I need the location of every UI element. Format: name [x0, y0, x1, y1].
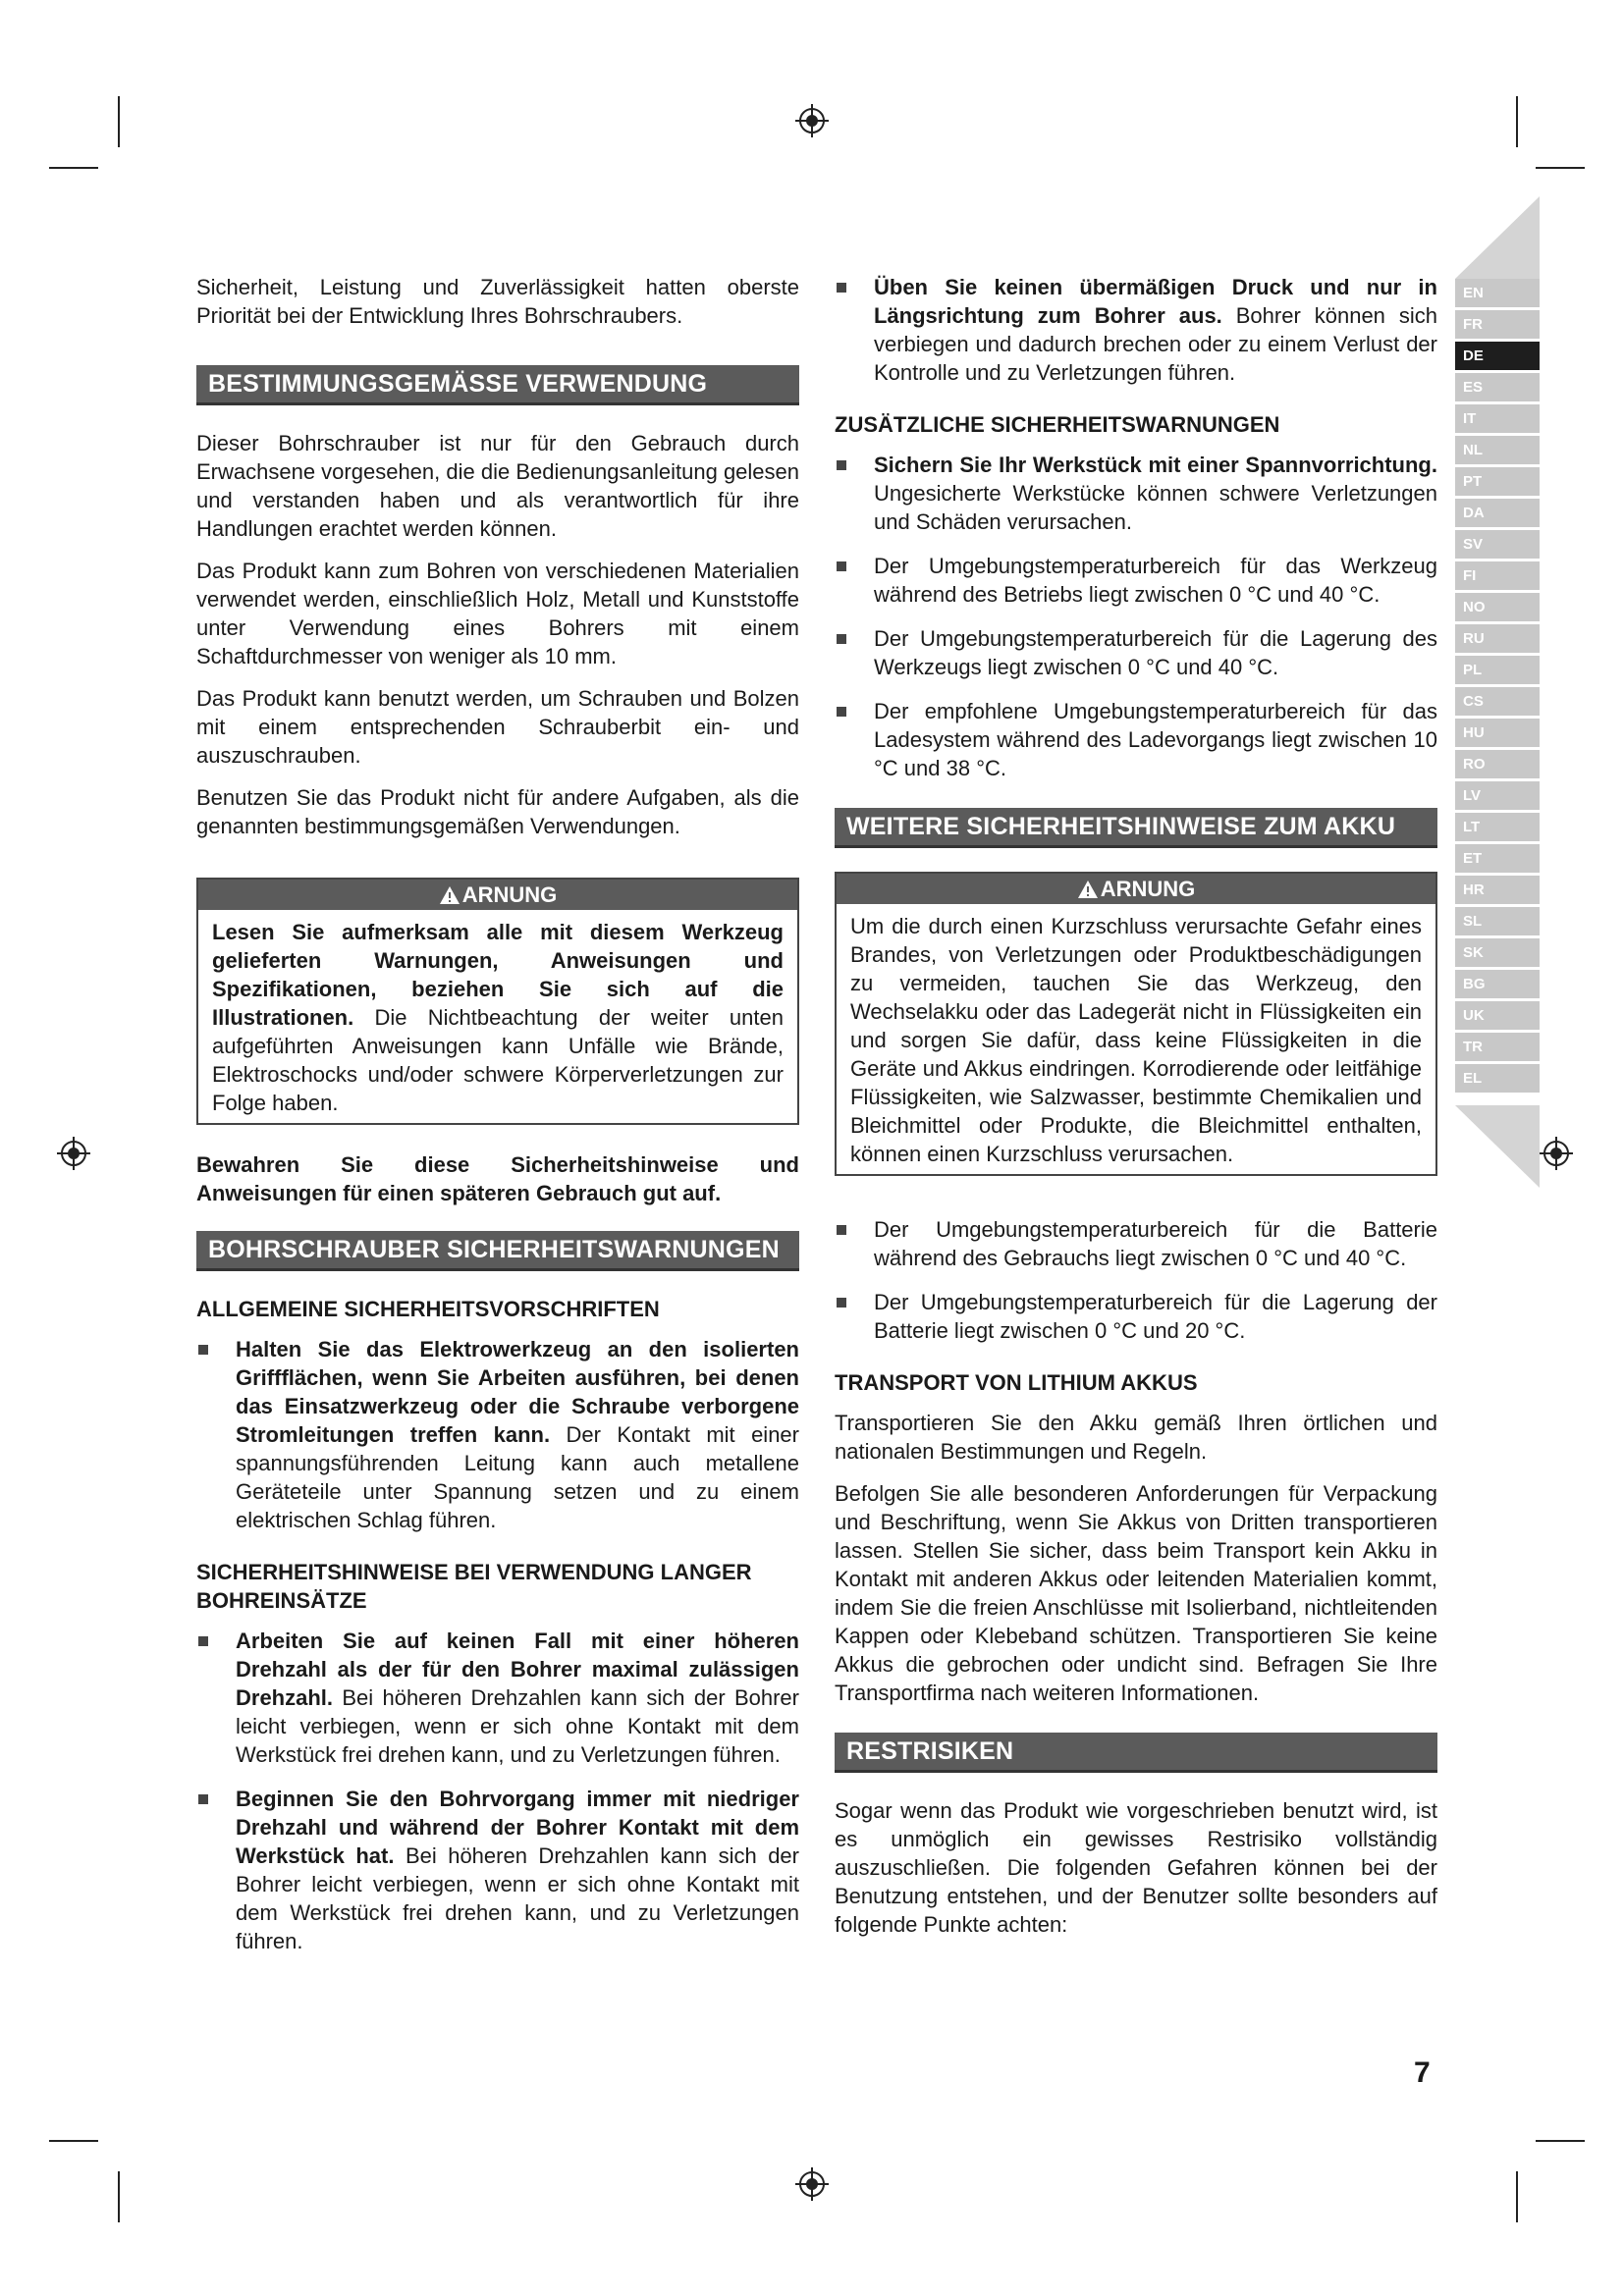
list-item — [835, 624, 1437, 681]
subheading: ZUSÄTZLICHE SICHERHEITSWARNUNGEN — [835, 412, 1280, 437]
crop-mark — [49, 167, 98, 169]
crop-mark — [49, 2140, 98, 2142]
language-tab-nl[interactable]: NL — [1455, 436, 1540, 464]
bullet-icon — [198, 1636, 208, 1646]
bullet-icon — [837, 561, 846, 571]
list-item — [835, 552, 1437, 609]
subheading: TRANSPORT VON LITHIUM AKKUS — [835, 1370, 1198, 1395]
paragraph: Das Produkt kann zum Bohren von verschiedenen Materialien verwendet werden, einschließlich Holz, Metall und Kunststoffe unter Verwendung eines Bohrers mit einem Schaftdurchmesser von weniger als 10 mm. — [196, 559, 799, 668]
language-tab-pl[interactable]: PL — [1455, 656, 1540, 684]
warning-label: ARNUNG — [461, 882, 558, 907]
warning-box — [835, 872, 1437, 1176]
language-tab-fi[interactable]: FI — [1455, 561, 1540, 590]
list-item — [196, 1627, 799, 1769]
language-tab-tr[interactable]: TR — [1455, 1033, 1540, 1061]
keep-notice: Bewahren Sie diese Sicherheitshinweise und Anweisungen für einen späteren Gebrauch gut auf. — [196, 1152, 799, 1205]
language-tab-hu[interactable]: HU — [1455, 719, 1540, 747]
language-tab-en[interactable]: EN — [1455, 279, 1540, 307]
warning-body — [837, 904, 1435, 1174]
paragraph: Das Produkt kann benutzt werden, um Schrauben und Bolzen mit einem entsprechenden Schrauberbit ein- und auszuschrauben. — [196, 686, 799, 768]
list-item-text: Bohrer können sich verbiegen und dadurch brechen oder zu einem Verlust der Kontrolle und zu Verletzungen führen. — [874, 303, 1437, 385]
language-tab-ro[interactable]: RO — [1455, 750, 1540, 778]
paragraph: Sogar wenn das Produkt wie vorgeschrieben benutzt wird, ist es unmöglich ein gewisses Restrisiko vollständig auszuschließen. Die folgenden Gefahren können bei der Benutzung entstehen, und der Benutzer sollte besonders auf folgende Punkte achten: — [835, 1798, 1437, 1937]
bullet-icon — [837, 634, 846, 644]
paragraph: Dieser Bohrschrauber ist nur für den Gebrauch durch Erwachsene vorgesehen, die die Bedienungsanleitung gelesen und verstanden haben und als verantwortlich für ihre Handlungen erachtet werden können. — [196, 431, 800, 541]
list-item-text: Ungesicherte Werkstücke können schwere Verletzungen und Schäden verursachen. — [874, 481, 1437, 534]
list-item — [835, 273, 1437, 387]
language-tab-el[interactable]: EL — [1455, 1064, 1540, 1093]
list-item-bold: Sichern Sie Ihr Werkstück mit einer Spannvorrichtung. — [874, 453, 1437, 477]
warning-plain-text: Die Nichtbeachtung der weiter unten aufgeführten Anweisungen kann Unfälle wie Brände, Elektroschocks und/oder schwere Körperverletzungen zur Folge haben. — [212, 1005, 784, 1115]
language-tab-bg[interactable]: BG — [1455, 970, 1540, 998]
crop-mark — [1516, 96, 1518, 147]
list-item-bold: Üben Sie keinen übermäßigen Druck und nur in Längsrichtung zum Bohrer aus. — [874, 275, 1437, 328]
warning-text: Um die durch einen Kurzschluss verursachte Gefahr eines Brandes, von Verletzungen oder Produktbeschädigungen zu vermeiden, tauchen Sie das Werkzeug, den Wechselakku oder das Ladegerät nicht in Flüssigkeiten ein und sorgen Sie dafür, dass keine Flüssigkeiten in die Geräte und Akkus eindringen. Korrodierende oder leitfähige Flüssigkeiten, wie Salzwasser, bestimmte Chemikalien und Bleichmittel oder Produkte, die Bleichmittel enthalten, können einen Kurzschluss verursachen. — [850, 914, 1422, 1166]
list-item — [835, 1215, 1437, 1272]
registration-mark-icon — [795, 104, 829, 137]
list-item-bold: Halten Sie das Elektrowerkzeug an den isolierten Griffflächen, wenn Sie Arbeiten ausführen, bei denen das Einsatzwerkzeug oder die Schraube verborgene Stromleitungen treffen kann. — [236, 1337, 799, 1447]
list-item — [835, 1288, 1437, 1345]
warning-body — [198, 910, 797, 1123]
list-item-text: Bei höheren Drehzahlen kann sich der Bohrer leicht verbiegen, wenn er sich ohne Kontakt mit dem Werkstück frei drehen kann, und zu Verletzungen führen. — [236, 1685, 799, 1767]
language-tab-fr[interactable]: FR — [1455, 310, 1540, 339]
language-tab-et[interactable]: ET — [1455, 844, 1540, 873]
language-tab-da[interactable]: DA — [1455, 499, 1540, 527]
bullet-icon — [198, 1794, 208, 1804]
warning-label: ARNUNG — [1100, 877, 1196, 901]
paragraph: Benutzen Sie das Produkt nicht für andere Aufgaben, als die genannten bestimmungsgemäßen Verwendungen. — [196, 785, 799, 838]
list-item — [196, 1785, 799, 1955]
warning-text — [212, 918, 784, 1117]
list-item-text: Der Umgebungstemperaturbereich für die Batterie während des Gebrauchs liegt zwischen 0 °C und 40 °C. — [874, 1217, 1437, 1270]
list-item-text: Der empfohlene Umgebungstemperaturbereich für das Ladesystem während des Ladevorgangs liegt zwischen 10 °C und 38 °C. — [874, 699, 1437, 780]
language-tab-cs[interactable]: CS — [1455, 687, 1540, 716]
language-tab-lt[interactable]: LT — [1455, 813, 1540, 841]
page-number: 7 — [1414, 2056, 1431, 2089]
subheading: ALLGEMEINE SICHERHEITSVORSCHRIFTEN — [196, 1297, 660, 1321]
list-item-text: Bei höheren Drehzahlen kann sich der Bohrer leicht verbiegen, wenn er sich ohne Kontakt mit dem Werkstück frei drehen kann, und zu Verletzungen führen. — [236, 1843, 799, 1953]
list-item — [196, 1335, 799, 1534]
bullet-icon — [198, 1345, 208, 1355]
bullet-list — [835, 273, 1437, 387]
list-item-text: Der Kontakt mit einer spannungsführenden Leitung kann auch metallene Geräteteile unter Spannung setzen und zu einem elektrischen Schlag führen. — [236, 1422, 799, 1532]
registration-mark-icon — [1540, 1137, 1573, 1170]
warning-box — [196, 878, 799, 1125]
warning-header — [837, 874, 1435, 904]
language-tab-no[interactable]: NO — [1455, 593, 1540, 621]
bullet-icon — [837, 460, 846, 470]
language-tab-es[interactable]: ES — [1455, 373, 1540, 401]
list-item-text: Der Umgebungstemperaturbereich für die Lagerung der Batterie liegt zwischen 0 °C und 20 °C. — [874, 1290, 1437, 1343]
language-tab-sv[interactable]: SV — [1455, 530, 1540, 559]
language-tab-de[interactable]: DE — [1455, 342, 1540, 370]
warning-header — [198, 880, 797, 910]
registration-mark-icon — [57, 1137, 90, 1170]
list-item-text: Der Umgebungstemperaturbereich für die Lagerung des Werkzeugs liegt zwischen 0 °C und 40 °C. — [874, 626, 1437, 679]
crop-mark — [1536, 2140, 1585, 2142]
section-heading: WEITERE SICHERHEITSHINWEISE ZUM AKKU — [835, 808, 1437, 848]
intro-text: Sicherheit, Leistung und Zuverlässigkeit hatten oberste Priorität bei der Entwicklung Ihres Bohrschraubers. — [196, 275, 799, 328]
warning-bold-text: Lesen Sie aufmerksam alle mit diesem Werkzeug gelieferten Warnungen, Anweisungen und Spezifikationen, beziehen Sie sich auf die Illustrationen. — [212, 920, 784, 1030]
list-item — [835, 451, 1437, 536]
bullet-list — [196, 1335, 799, 1534]
bullet-icon — [837, 283, 846, 293]
right-column — [835, 273, 1437, 1952]
section-heading: BOHRSCHRAUBER SICHERHEITSWARNUNGEN — [196, 1231, 799, 1271]
list-item-bold: Arbeiten Sie auf keinen Fall mit einer höheren Drehzahl als der für den Bohrer maximal zulässigen Drehzahl. — [236, 1629, 799, 1710]
section-heading: BESTIMMUNGSGEMÄSSE VERWENDUNG — [196, 365, 799, 405]
registration-mark-icon — [795, 2167, 829, 2201]
warning-triangle-icon — [1077, 880, 1099, 899]
language-tab-pt[interactable]: PT — [1455, 467, 1540, 496]
language-tab-sl[interactable]: SL — [1455, 907, 1540, 935]
subheading: SICHERHEITSHINWEISE BEI VERWENDUNG LANGER BOHREINSÄTZE — [196, 1560, 752, 1613]
bullet-list — [835, 451, 1437, 782]
bullet-icon — [837, 707, 846, 717]
language-tab-sk[interactable]: SK — [1455, 938, 1540, 967]
list-item-text: Der Umgebungstemperaturbereich für das Werkzeug während des Betriebs liegt zwischen 0 °C und 40 °C. — [874, 554, 1437, 607]
language-tab-it[interactable]: IT — [1455, 404, 1540, 433]
paragraph: Befolgen Sie alle besonderen Anforderungen für Verpackung und Beschriftung, wenn Sie Akkus von Dritten transportieren lassen. Stellen Sie sicher, dass beim Transport kein Akku in Kontakt mit anderen Akkus oder leitenden Materialien kommt, indem Sie die freien Anschlüsse mit Isolierband, nichtleitenden Kappen oder Klebeband schützen. Transportieren Sie keine Akkus die gebrochen oder undicht sind. Befragen Sie Ihre Transportfirma nach weiteren Informationen. — [835, 1481, 1437, 1705]
crop-mark — [118, 2171, 120, 2222]
bullet-list — [196, 1627, 799, 1955]
warning-triangle-icon — [439, 885, 460, 905]
language-tab-lv[interactable]: LV — [1455, 781, 1540, 810]
language-tab-uk[interactable]: UK — [1455, 1001, 1540, 1030]
list-item-bold: Beginnen Sie den Bohrvorgang immer mit niedriger Drehzahl und während der Bohrer Kontakt mit dem Werkstück hat. — [236, 1787, 799, 1868]
bullet-list — [835, 1215, 1437, 1345]
section-heading: RESTRISIKEN — [835, 1733, 1437, 1773]
list-item — [835, 697, 1437, 782]
bullet-icon — [837, 1225, 846, 1235]
crop-mark — [1536, 167, 1585, 169]
left-column — [196, 273, 799, 1971]
bullet-icon — [837, 1298, 846, 1308]
crop-mark — [118, 96, 120, 147]
paragraph: Transportieren Sie den Akku gemäß Ihren örtlichen und nationalen Bestimmungen und Regeln. — [835, 1411, 1437, 1464]
crop-mark — [1516, 2171, 1518, 2222]
language-tab-hr[interactable]: HR — [1455, 876, 1540, 904]
language-tab-ru[interactable]: RU — [1455, 624, 1540, 653]
